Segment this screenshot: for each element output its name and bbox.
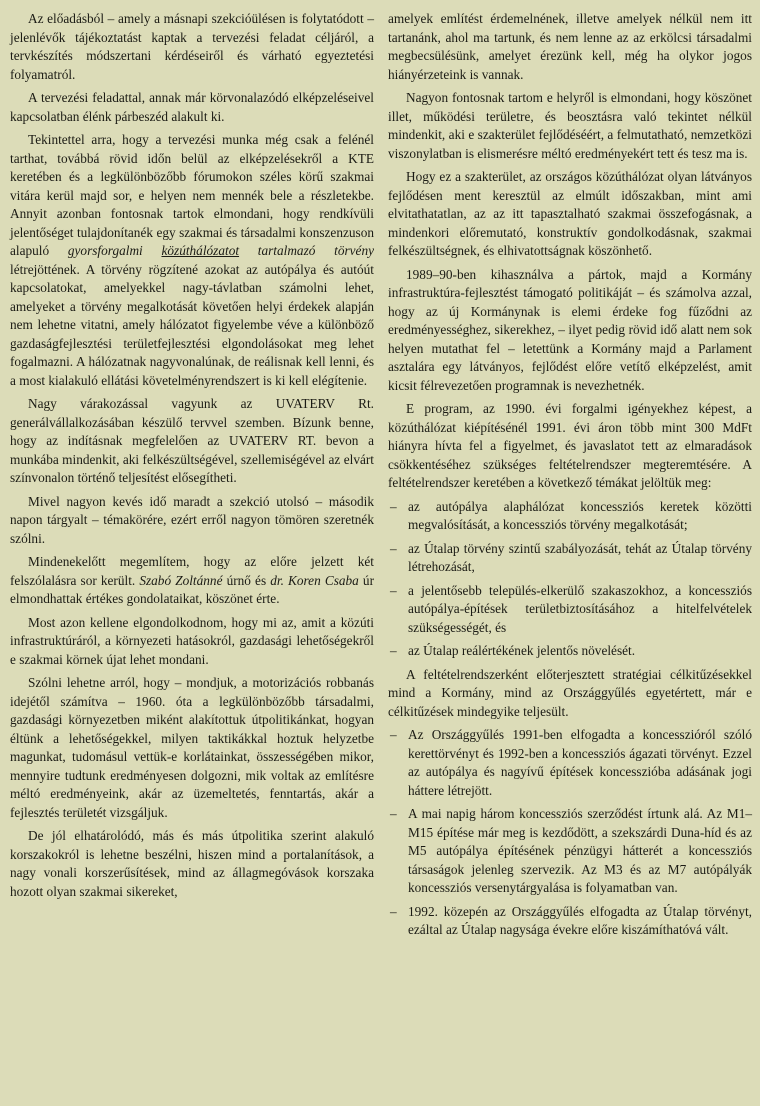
emphasis-part: gyorsforgalmi: [67, 243, 162, 258]
list-item: – az Útalap törvény szintű szabályozását, tehát az Útalap törvény létrehozását,: [388, 540, 752, 577]
paragraph: Hogy ez a szakterület, az országos közúthálózat olyan látványos fejlődésen ment keresztül az elmúlt időszakban, mint ami elvitathatatlan, az az itt tapasztalható szakmai összefogásnak, a mindenkori előremutató, konstruktív gondolkodásnak, szakmai felkészültségnek, és elhivatottságnak köszönhető.: [388, 169, 752, 258]
left-column: [10, 10, 374, 1106]
right-column: [388, 10, 752, 1106]
paragraph: A tervezési feladattal, annak már körvonalazódó elképzeléseivel kapcsolatban élénk párbeszéd alakult ki.: [10, 90, 374, 124]
list-item: – Az Országgyűlés 1991-ben elfogadta a koncesszióról szóló kerettörvényt és 1992-ben a koncessziós ágazati törvényt. Ezzel az autópálya és nagyívű építések koncesszióba adásának jogi háttere létrejött.: [388, 726, 752, 800]
paragraph: De jól elhatárolódó, más és más útpolitika szerint alakuló korszakokról is lehetne beszélni, hiszen mind a portalanítások, a nagy vonali korszerűsítések, mind az állagmegóvások korszaka hozott olyan szakmai sikereket,: [10, 828, 374, 899]
list-item: – az autópálya alaphálózat koncessziós keretek közötti megvalósítását, a koncessziós törvény megalkotását;: [388, 498, 752, 535]
underlined-text: közúthálózatot: [161, 243, 240, 258]
paragraph-text: úrnő és: [222, 572, 271, 588]
person-name: Szabó Zoltánné: [139, 572, 223, 588]
paragraph: [10, 131, 374, 390]
paragraph: Nagyon fontosnak tartom e helyről is elmondani, hogy köszönet illet, működési területre, és beosztásra való tekintet nélkül mindenkit, aki e szakterület fejlődéséért, a felmutatható, nemzetközi viszonylatban is elismerésre méltó eredményekért tett és tesz ma is.: [388, 90, 752, 161]
paragraph: amelyek említést érdemelnének, illetve amelyek nélkül nem itt tartanánk, ahol ma tartunk, és nem lenne az az erkölcsi társadalmi megbecsülésünk, amelyet érezünk kell, még ha olykor jogos hiányérzeteink is vannak.: [388, 11, 752, 82]
paragraph-text: létrejöttének. A törvény rögzítené azokat az autópálya és autóút kapcsolatokat, amelyekkel nagy-távlatban számolni lehet, amelyeket a törvény megalkotását követően helyi érdekek alapján nem lehetne vitatni, amely hálózatot figyelembe véve a különböző gazdaságfejlesztési területfejlesztési elgondolásokat meg lehet fogalmazni. A hálózatnak nagyvonalúnak, de reálisnak kell lenni, és a most kialakuló ellátási követelményrendszert is ki kell elégítenie.: [10, 261, 374, 388]
paragraph: [10, 553, 374, 609]
paragraph: Most azon kellene elgondolkodnom, hogy mi az, amit a közúti infrastruktúráról, a környezeti hatásokról, gazdasági lehetőségekről e szakmai körnek újat lehet mondani.: [10, 614, 374, 667]
list-item: – a jelentősebb település-elkerülő szakaszokhoz, a koncessziós autópálya-építések területbiztosításához a hitelfelvételek szükségességét, és: [388, 582, 752, 638]
paragraph: E program, az 1990. évi forgalmi igényekhez képest, a közúthálózat kiépítésénél 1991. évi áron több mint 300 MdFt hiányra hívta fel a figyelmet, és javaslatot tett az elmaradások csökkentéséhez szükséges feltételrendszer megteremtésére. A feltételrendszer keretében a következő témákat jelöltük meg:: [388, 401, 752, 490]
paragraph: 1989–90-ben kihasználva a pártok, majd a Kormány infrastruktúra-fejlesztést támogató politikáját – és számolva azzal, hogy az új Kormánynak is elemi érdeke fog fűződni az eredményességhez, sikerekhez, – ilyet pedig rövid idő alatt nem sok helyen mutathat fel – letettünk a Kormány majd a Parlament asztalára egy látványos, fejlődést előre vetítő elképzelést, amit kicsit félrevezetően programnak is nevezhetnék.: [388, 266, 752, 393]
paragraph-text: Tekintettel arra, hogy a tervezési munka még csak a felénél tarthat, továbbá rövid időn belül az elképzelésekről a KTE keretében és a legkülönbözőbb fórumokon széles körű szakmai vitára kerül majd sor, e helyen nem mennék bele a részletekbe. Annyit azonban fontosnak tartok elmondani, hogy rendkívüli jelentőséget tulajdonítanék egy szakmai és társadalmi konszenzuson alapuló: [10, 132, 374, 258]
paragraph: Mivel nagyon kevés idő maradt a szekció utolsó – második napon tárgyalt – témakörére, ezért erről nagyon tömören szeretnék szólni.: [10, 493, 374, 546]
person-name: dr. Koren Csaba: [270, 572, 359, 588]
paragraph: Nagy várakozással vagyunk az UVATERV Rt. generálvállalkozásában készülő tervvel szemben. Bízunk benne, hogy az indításnak megfelelően az UVATERV RT. bevon a munkába mindenkit, aki felkészültségével, szellemiségével az elvárt színvonalon történő teljesítést elősegítheti.: [10, 396, 374, 485]
list-item: – A mai napig három koncessziós szerződést írtunk alá. Az M1–M15 építése már meg is kezdődött, a szekszárdi Duna-híd és az M5 autópálya építésének pénzügyi hátterét a koncessziós társaságok jelenleg szervezik. Az M3 és az M7 autópályák koncessziós versenytárgyalása is folyamatban van.: [388, 805, 752, 898]
condition-list: [388, 498, 752, 661]
paragraph: A feltételrendszerként előterjesztett stratégiai célkitűzésekkel mind a Kormány, mind az Országgyűlés egyetértett, már e célkitűzések mindegyike teljesült.: [388, 666, 752, 719]
paragraph-text: úr elmondhattak értékes gondolataikat, köszönet érte.: [10, 572, 374, 606]
paragraph: Az előadásból – amely a másnapi szekcióülésen is folytatódott – jelenlévők tájékoztatást kaptak a tervezési feladat céljáról, a tervkészítés módszertani kérdéseiről és várható egyeztetési folyamatról.: [10, 11, 374, 82]
list-item: – 1992. közepén az Országgyűlés elfogadta az Útalap törvényt, ezáltal az Útalap nagysága évekre előre kiszámíthatóvá vált.: [388, 903, 752, 940]
emphasis-text: [68, 243, 374, 258]
paragraph: Szólni lehetne arról, hogy – mondjuk, a motorizációs robbanás idejétől számítva – 1960. óta a legkülönbözőbb társadalmi, gazdasági környezetben miként alakítottuk útpolitikánkat, hogyan éltünk a lehetőségekkel, milyen taktikákkal hoztuk helyzetbe magunkat, tudomásul vettük-e korlátainkat, összességében mikor, mennyire tudtunk eredményesen dolgozni, mik voltak az említésre méltó eredményeink, akár az üzemeltetés, fenntartás, akár a fejlesztés területét vizsgáljuk.: [10, 675, 374, 820]
paragraph-text: Mindenekelőtt megemlítem, hogy az előre jelzett két felszólalásra sor került.: [10, 554, 374, 588]
result-list: [388, 726, 752, 940]
emphasis-part: tartalmazó törvény: [239, 243, 374, 258]
list-item: – az Útalap reálértékének jelentős növelését.: [388, 642, 752, 661]
